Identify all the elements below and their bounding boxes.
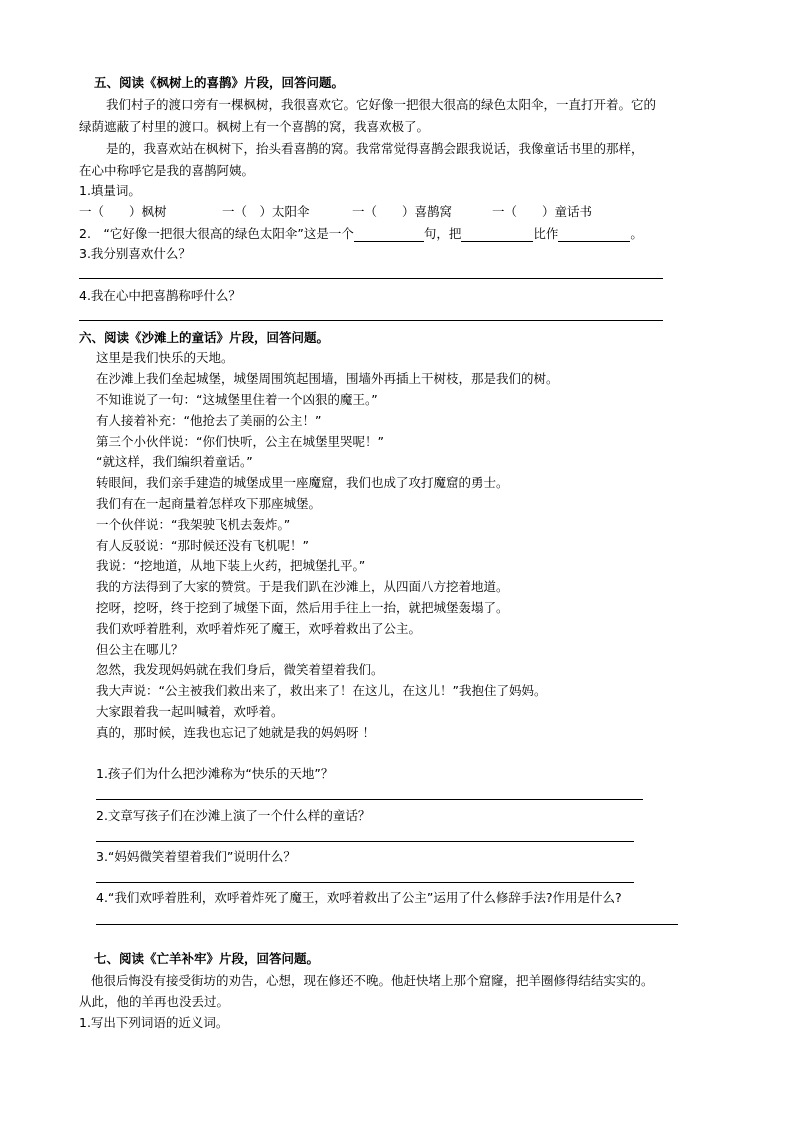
section-7-title: 七、阅读《亡羊补牢》片段，回答问题。 [94,951,320,966]
answer-line[interactable] [79,320,663,321]
section-5-question-1: 1.填量词。 [79,183,141,198]
measure-word-item: 一（ ）太阳伞 [222,204,310,219]
question-2-text-c: 比作 [533,226,559,241]
section-7-paragraph-line-1: 他很后悔没有接受街坊的劝告，心想，现在修还不晚。他赶快堵上那个窟窿，把羊圈修得结结实实的。 [91,973,654,988]
section-5-question-2 [79,226,643,242]
measure-word-item: 一（ ）童话书 [492,204,593,219]
story-line: 我说：“挖地道，从地下装上火药，把城堡扎平。” [96,558,366,573]
story-line: 有人接着补充：“他抢去了美丽的公主！” [96,413,322,428]
answer-line[interactable] [96,841,634,842]
story-line: 我的方法得到了大家的赞赏。于是我们趴在沙滩上，从四面八方挖着地道。 [96,579,509,594]
measure-word-item: 一（ ）喜鹊窝 [352,204,453,219]
section-6-question-4: 4.“我们欢呼着胜利，欢呼着炸死了魔王，欢呼着救出了公主”运用了什么修辞手法?作用是什么? [96,890,622,905]
story-line: “就这样，我们编织着童话。” [96,454,253,469]
question-2-text-b: 句，把 [423,226,462,241]
story-line: 一个伙伴说：“我架驶飞机去轰炸。” [96,517,291,532]
section-5-question-3: 3.我分别喜欢什么？ [79,246,191,261]
section-6-question-2: 2.文章写孩子们在沙滩上演了一个什么样的童话？ [96,808,371,823]
story-line: 转眼间，我们亲手建造的城堡成里一座魔窟，我们也成了攻打魔窟的勇士。 [96,475,509,490]
answer-blank[interactable] [461,229,533,242]
story-line: 真的，那时候，连我也忘记了她就是我的妈妈呀 ！ [96,725,375,740]
answer-blank[interactable] [354,229,424,242]
story-line: 这里是我们快乐的天地。 [96,350,234,365]
section-6-question-3: 3.“妈妈微笑着望着我们”说明什么？ [96,849,296,864]
section-6-title: 六、阅读《沙滩上的童话》片段，回答问题。 [79,330,330,345]
story-line: 我们欢呼着胜利，欢呼着炸死了魔王，欢呼着救出了公主。 [96,621,422,636]
story-line: 但公主在哪儿？ [96,642,184,657]
story-line: 在沙滩上我们垒起城堡，城堡周围筑起围墙，围墙外再插上干树枝，那是我们的树。 [96,371,559,386]
measure-word-item: 一（ ）枫树 [79,204,167,219]
story-line: 不知谁说了一句：“这城堡里住着一个凶狠的魔王。” [96,392,378,407]
section-5-question-4: 4.我在心中把喜鹊称呼什么？ [79,288,241,303]
story-line: 有人反驳说：“那时候还没有飞机呢！” [96,538,309,553]
section-5-paragraph-1-line-1: 我们村子的渡口旁有一棵枫树，我很喜欢它。它好像一把很大很高的绿色太阳伞，一直打开着。它的 [106,97,657,112]
question-2-text-a: 2. “它好像一把很大很高的绿色太阳伞”这是一个 [79,226,354,241]
story-line: 我们有在一起商量着怎样攻下那座城堡。 [96,496,322,511]
section-7-paragraph-line-2: 从此，他的羊再也没丢过。 [79,994,230,1009]
section-6-question-1: 1.孩子们为什么把沙滩称为“快乐的天地”？ [96,766,334,781]
answer-line[interactable] [96,924,678,925]
story-line: 我大声说：“公主被我们救出来了，救出来了！在这儿，在这儿！”我抱住了妈妈。 [96,683,547,698]
answer-line[interactable] [96,799,643,800]
question-2-text-d: 。 [630,226,643,241]
story-line: 第三个小伙伴说：“你们快听，公主在城堡里哭呢！” [96,434,384,449]
section-5-paragraph-2-line-2: 在心中称呼它是我的喜鹊阿姨。 [79,163,255,178]
story-line: 挖呀，挖呀，终于挖到了城堡下面，然后用手往上一抬，就把城堡轰塌了。 [96,600,509,615]
section-5-paragraph-1-line-2: 绿荫遮蔽了村里的渡口。枫树上有一个喜鹊的窝，我喜欢极了。 [79,119,430,134]
story-line: 大家跟着我一起叫喊着，欢呼着。 [96,704,284,719]
story-line: 忽然，我发现妈妈就在我们身后，微笑着望着我们。 [96,662,384,677]
answer-line[interactable] [79,278,663,279]
section-5-title: 五、阅读《枫树上的喜鹊》片段，回答问题。 [94,75,345,90]
section-7-question-1: 1.写出下列词语的近义词。 [79,1015,229,1030]
answer-blank[interactable] [558,229,630,242]
section-5-paragraph-2-line-1: 是的，我喜欢站在枫树下，抬头看喜鹊的窝。我常常觉得喜鹊会跟我说话，我像童话书里的那样， [106,141,644,156]
answer-line[interactable] [96,882,634,883]
